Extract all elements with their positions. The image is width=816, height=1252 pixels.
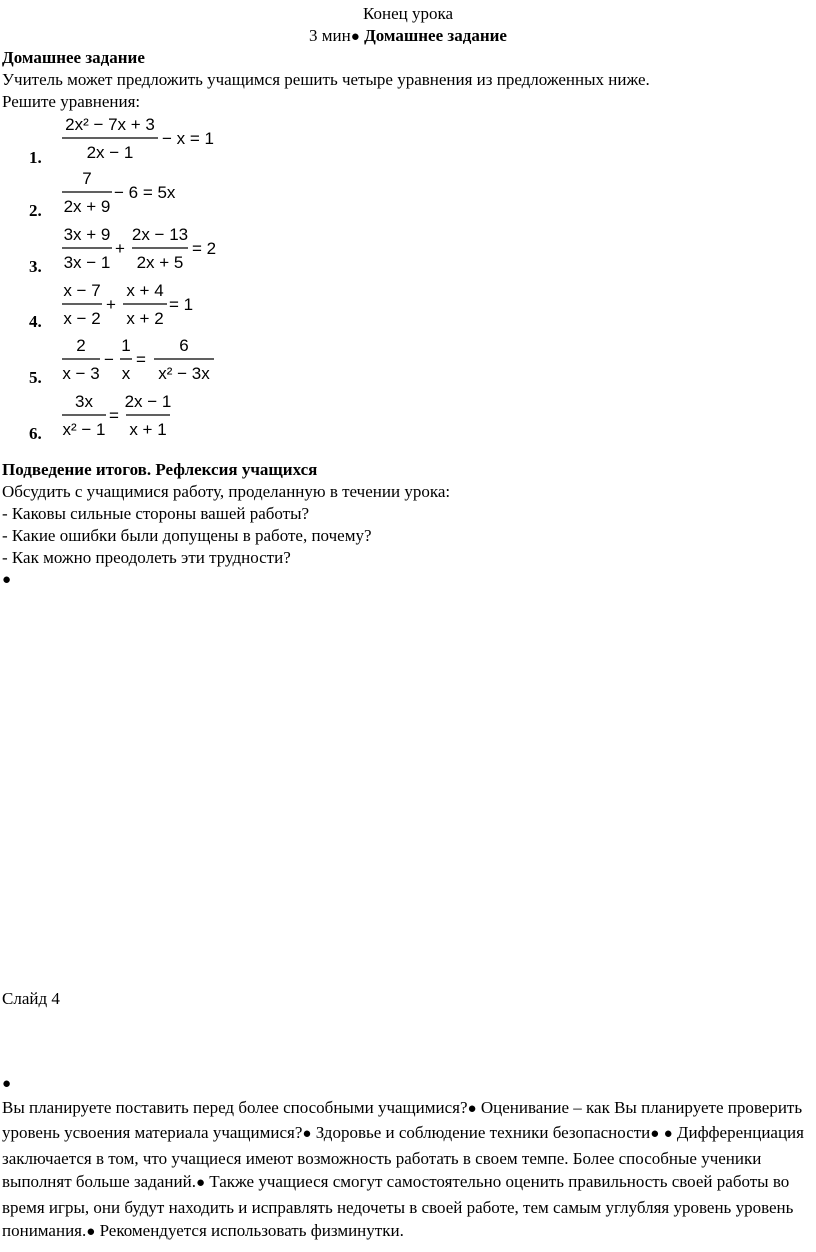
equation-number: 2. — [29, 201, 42, 220]
bullet-icon: ● — [86, 1224, 96, 1241]
numerator: 7 — [82, 169, 92, 188]
numerator: x − 7 — [63, 281, 101, 300]
numerator: 2x − 13 — [131, 225, 189, 244]
lesson-end-title: Конец урока — [362, 4, 454, 23]
denominator: 2x + 5 — [136, 253, 184, 272]
equation-rest: = 1 — [169, 295, 194, 314]
slide-label: Слайд 4 — [2, 989, 60, 1008]
summary-question: - Как можно преодолеть эти трудности? — [2, 548, 291, 567]
time-label: 3 мин — [309, 26, 351, 45]
bullet-icon: ● — [2, 572, 12, 588]
equation-4 — [62, 278, 212, 336]
equation-number: 5. — [29, 368, 42, 387]
homework-instruction: Решите уравнения: — [2, 92, 141, 111]
denominator: x − 2 — [63, 309, 101, 328]
denominator: x + 2 — [126, 309, 164, 328]
bullet-icon: ● — [350, 29, 360, 45]
summary-question: - Каковы сильные стороны вашей работы? — [2, 504, 310, 523]
bullet-icon: ● — [663, 1126, 673, 1143]
operator: + — [106, 295, 116, 314]
teacher-notes: Вы планируете поставить перед более способными учащимися?● Оценивание – как Вы планируете проверить уровень усвоения материала учащимися?● Здоровье и соблюдение техники безопасности● ● Дифференциация заключается в том, что учащиеся имеют возможность работать в своем темпе. Более способные ученики выполнят больше заданий.● Также учащиеся смогут самостоятельно оценить правильность своей работы во время игры, они будут находить и исправлять недочеты в своей работе, тем самым углубляя уровень уровень понимания.● Рекомендуется использовать физминутки. — [2, 1098, 804, 1241]
time-line — [0, 25, 816, 48]
numerator: 3x — [75, 392, 93, 411]
numerator: 2 — [76, 336, 86, 355]
denominator: x + 1 — [129, 420, 167, 439]
denominator: x − 3 — [62, 364, 100, 383]
operator: − — [104, 350, 114, 369]
denominator: 2x + 9 — [63, 197, 111, 216]
denominator: 3x − 1 — [63, 253, 111, 272]
operator: + — [115, 239, 125, 258]
operator: = — [109, 406, 119, 425]
bullet-icon: ● — [195, 1175, 206, 1192]
bullet-icon: ● — [467, 1101, 477, 1117]
homework-intro: Учитель может предложить учащимся решить четыре уравнения из предложенных ниже. — [2, 70, 650, 89]
equation-number: 1. — [29, 148, 42, 167]
equation-rest: − 6 = 5x — [114, 183, 176, 202]
homework-heading: Домашнее задание — [2, 48, 145, 67]
numerator: 3x + 9 — [63, 225, 111, 244]
denominator: x² − 3x — [158, 364, 210, 383]
equation-rest: = 2 — [192, 239, 217, 258]
equation-number: 3. — [29, 257, 42, 276]
denominator: x — [121, 364, 131, 383]
equation-5 — [62, 333, 232, 391]
summary-heading: Подведение итогов. Рефлексия учащихся — [2, 460, 318, 479]
denominator: 2x − 1 — [86, 143, 134, 162]
summary-intro: Обсудить с учащимися работу, проделанную в течении урока: — [2, 482, 451, 501]
bullet-icon: ● — [302, 1126, 312, 1143]
equation-2 — [62, 166, 212, 224]
equation-6 — [62, 389, 192, 447]
section-title: Домашнее задание — [364, 26, 507, 45]
equation-number: 6. — [29, 424, 42, 443]
summary-question: - Какие ошибки были допущены в работе, почему? — [2, 526, 372, 545]
numerator: 1 — [121, 336, 131, 355]
numerator: 6 — [179, 336, 189, 355]
denominator: x² − 1 — [62, 420, 106, 439]
bullet-icon: ● — [650, 1126, 660, 1143]
numerator: 2x² − 7x + 3 — [65, 115, 155, 134]
equation-rest: − x = 1 — [162, 129, 214, 148]
bullet-icon: ● — [2, 1076, 12, 1092]
numerator: x + 4 — [126, 281, 164, 300]
equation-1 — [62, 112, 242, 170]
equation-3 — [62, 222, 232, 280]
numerator: 2x − 1 — [124, 392, 172, 411]
equation-number: 4. — [29, 312, 42, 331]
operator: = — [136, 350, 146, 369]
